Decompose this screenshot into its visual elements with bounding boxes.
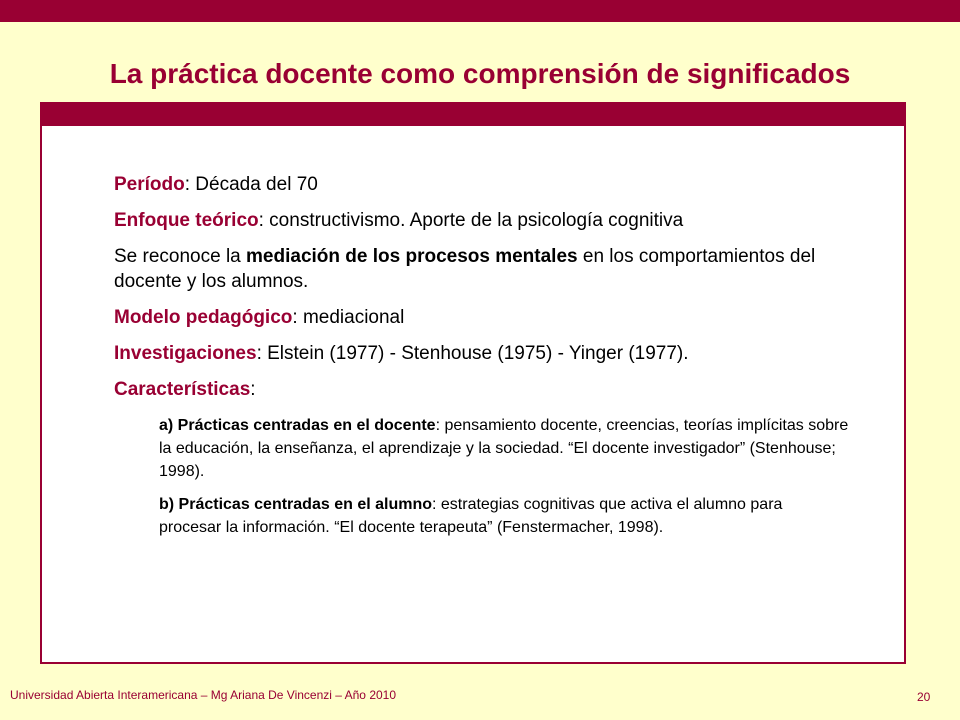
caracteristicas-label: Características xyxy=(114,379,251,400)
periodo-text: : Década del 70 xyxy=(184,174,318,195)
footer-credit: Universidad Abierta Interamericana – Mg Ariana De Vincenzi – Año 2010 xyxy=(10,688,397,702)
item-a-paragraph xyxy=(159,414,849,483)
top-accent-bar xyxy=(0,0,960,22)
item-b-paragraph xyxy=(159,493,849,539)
panel-header-band xyxy=(42,104,904,126)
caracteristicas-text: : xyxy=(250,379,256,400)
caracteristicas-line xyxy=(114,377,854,402)
mediacion-pre: Se reconoce la xyxy=(114,246,247,267)
item-b-bold: b) Prácticas centradas en el alumno xyxy=(159,496,432,513)
periodo-label: Período xyxy=(114,174,185,195)
investigaciones-line xyxy=(114,341,854,366)
modelo-line xyxy=(114,305,854,330)
enfoque-line xyxy=(114,208,854,233)
item-b-text: : estrategias cognitivas que activa el alumno para procesar la información. “El docente terapeuta” (Fenstermacher, 1998). xyxy=(159,496,783,536)
item-a-text: : pensamiento docente, creencias, teorías implícitas sobre la educación, la enseñanza, el aprendizaje y la sociedad. “El docente investigador” (Stenhouse; 1998). xyxy=(159,417,849,480)
investigaciones-label: Investigaciones xyxy=(114,343,257,364)
modelo-label: Modelo pedagógico xyxy=(114,307,293,328)
periodo-line xyxy=(114,172,854,197)
page-number: 20 xyxy=(917,690,931,704)
investigaciones-text: : Elstein (1977) - Stenhouse (1975) - Yinger (1977). xyxy=(256,343,689,364)
content-body xyxy=(114,172,854,549)
enfoque-label: Enfoque teórico xyxy=(114,210,259,231)
mediacion-paragraph xyxy=(114,244,854,294)
content-panel xyxy=(40,102,906,664)
mediacion-post: en los comportamientos del docente y los alumnos. xyxy=(114,246,816,292)
item-a-bold: a) Prácticas centradas en el docente xyxy=(159,417,436,434)
slide-title: La práctica docente como comprensión de significados xyxy=(109,58,851,89)
modelo-text: : mediacional xyxy=(292,307,405,328)
mediacion-bold: mediación de los procesos mentales xyxy=(246,246,578,267)
enfoque-text: : constructivismo. Aporte de la psicología cognitiva xyxy=(258,210,684,231)
